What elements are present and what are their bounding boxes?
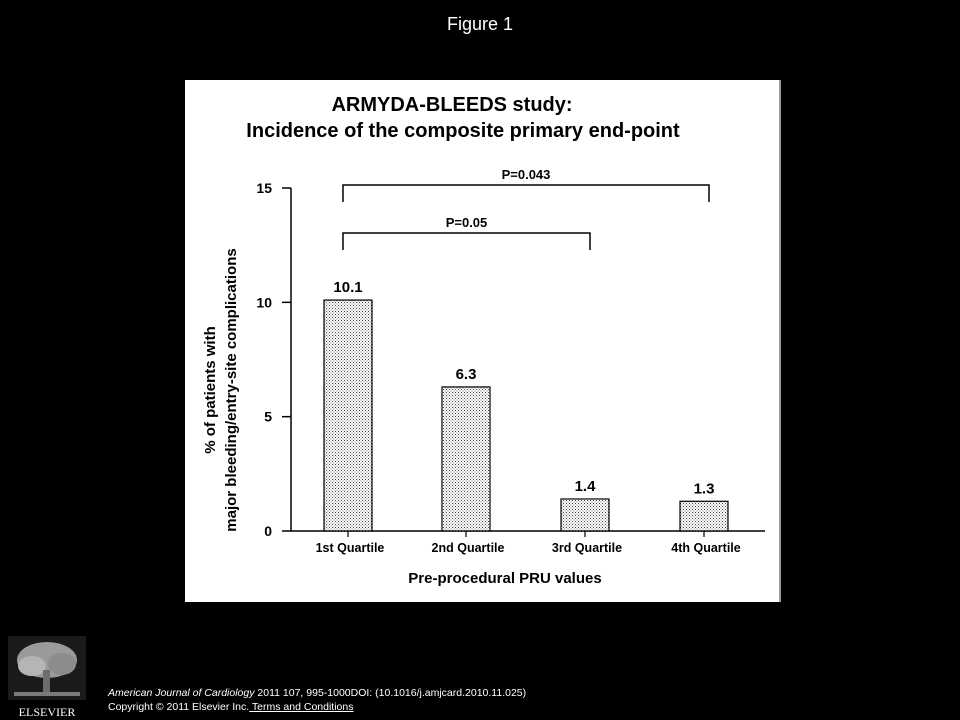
bar-chart xyxy=(185,80,779,602)
copyright-line xyxy=(108,700,526,714)
bar-value-label-2: 6.3 xyxy=(455,365,477,383)
bar-4 xyxy=(680,501,728,531)
bar-3 xyxy=(561,499,609,531)
citation-line xyxy=(108,686,526,700)
chart-panel xyxy=(185,80,781,602)
y-axis-title xyxy=(202,248,240,531)
significance-bracket-1 xyxy=(343,233,590,250)
figure-label: Figure 1 xyxy=(446,14,514,34)
citation-footer xyxy=(108,686,526,714)
y-axis-title-line2: major bleeding/entry-site complications xyxy=(223,248,240,532)
bar-value-label-4: 1.3 xyxy=(693,480,715,498)
y-tick-label-0: 0 xyxy=(264,523,272,539)
elsevier-logo xyxy=(8,636,86,720)
plot-area xyxy=(256,167,765,555)
x-tick-label-1: 1st Quartile xyxy=(315,541,385,555)
elsevier-logo-text: ELSEVIER xyxy=(18,705,76,719)
bar-2 xyxy=(442,387,490,531)
y-tick-label-15: 15 xyxy=(256,180,272,196)
chart-title-line2: Incidence of the composite primary end-point xyxy=(246,120,680,142)
chart-title-line1: ARMYDA-BLEEDS study: xyxy=(331,94,573,116)
bar-value-label-3: 1.4 xyxy=(574,477,596,495)
y-tick-label-5: 5 xyxy=(264,408,272,425)
significance-bracket-2 xyxy=(343,185,709,202)
p-value-label-2: P=0.043 xyxy=(501,167,551,182)
x-axis-title: Pre-procedural PRU values xyxy=(408,570,602,587)
y-tick-label-10: 10 xyxy=(256,294,272,311)
citation-details: 2011 107, 995-1000DOI: (10.1016/j.amjcard.2010.11.025) xyxy=(254,687,527,699)
bar-value-label-1: 10.1 xyxy=(333,279,363,297)
y-axis-title-line1: % of patients with xyxy=(202,326,219,454)
x-tick-label-2: 2nd Quartile xyxy=(431,541,505,555)
bar-1 xyxy=(324,300,372,531)
x-tick-label-4: 4th Quartile xyxy=(671,541,741,555)
journal-name: American Journal of Cardiology xyxy=(108,687,255,699)
p-value-label-1: P=0.05 xyxy=(445,215,488,230)
x-tick-label-3: 3rd Quartile xyxy=(551,541,623,555)
copyright-text: Copyright © 2011 Elsevier Inc. xyxy=(108,701,250,713)
terms-and-conditions-link[interactable]: Terms and Conditions xyxy=(249,701,354,713)
